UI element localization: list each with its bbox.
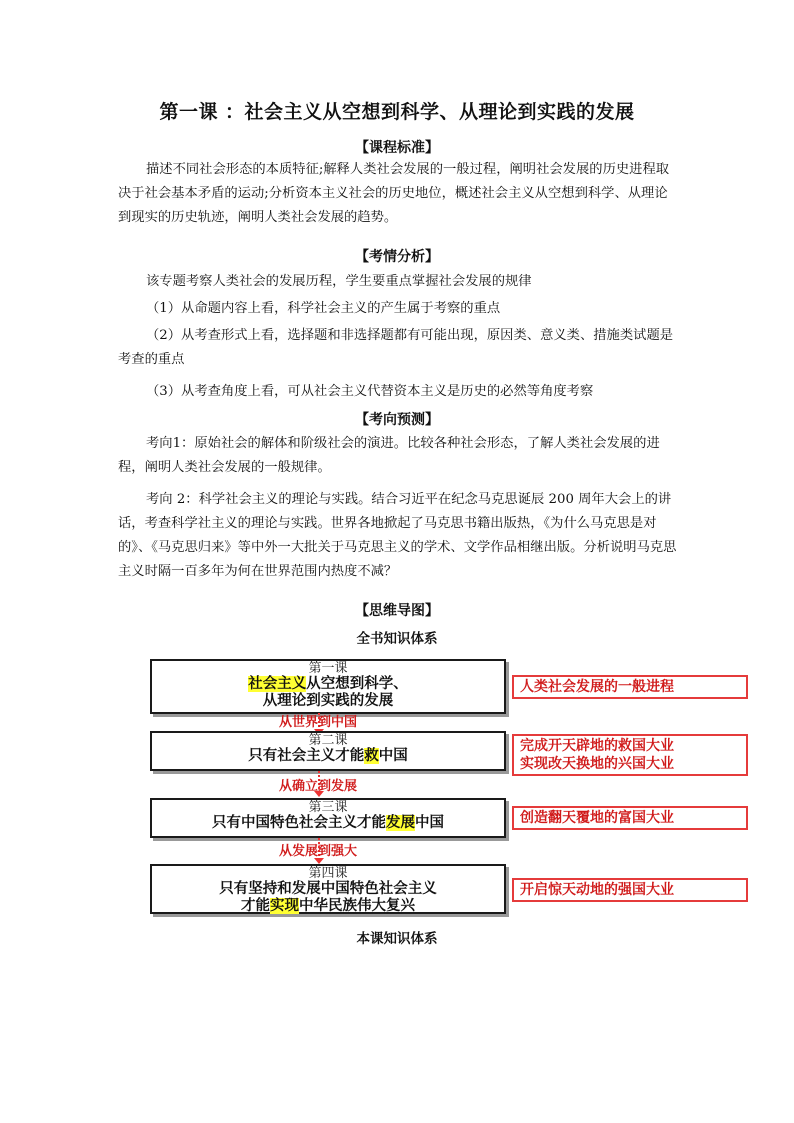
prediction-paragraph-2: 考向 2：科学社会主义的理论与实践。结合习近平在纪念马克思诞辰 200 周年大会上的讲话，考查科学社主义的理论与实践。世界各地掀起了马克思书籍出版热，《为什么马克思是对的》、《马克思归来》等中外一大批关于马克思主义的学术、文学作品相继出版。分析说明马克思主义时隔一百多年为何在世界范围内热度不减？ — [118, 492, 677, 579]
highlight-text: 实现 — [270, 898, 299, 914]
highlight-text: 社会主义 — [248, 676, 307, 692]
analysis-item-3: （3）从考查角度上看，可从社会主义代替资本主义是历史的必然等角度考察 — [146, 384, 594, 399]
page-title: 第一课 ：社会主义从空想到科学、从理论到实践的发展 — [159, 101, 635, 123]
lesson-label: 第一课 — [308, 661, 348, 676]
right-box-2: 完成开天辟地的救国大业 实现改天换地的兴国大业 — [512, 734, 748, 776]
diagram-caption-top: 全书知识体系 — [356, 631, 438, 647]
section-heading-analysis: 【考情分析】 — [355, 249, 439, 265]
lesson-label: 第二课 — [308, 733, 348, 748]
standard-paragraph: 描述不同社会形态的本质特征;解释人类社会发展的一般过程，阐明社会发展的历史进程取决于社会基本矛盾的运动;分析资本主义社会的历史地位，概述社会主义从空想到科学、从理论到现实的历史轨迹，阐明人类社会发展的趋势。 — [118, 162, 670, 225]
connector-label-3: 从发展到强大 — [278, 844, 357, 859]
section-heading-prediction: 【考向预测】 — [355, 412, 439, 428]
lesson-box-4: 第四课 只有坚持和发展中国特色社会主义 才能实现中华民族伟大复兴 — [150, 864, 506, 914]
lesson-box-2: 第二课 只有社会主义才能救中国 — [150, 731, 506, 771]
lesson-label: 第四课 — [308, 866, 348, 881]
lesson-box-1: 第一课 社会主义从空想到科学、 从理论到实践的发展 — [150, 659, 506, 714]
highlight-text: 发展 — [386, 815, 415, 831]
section-heading-mindmap: 【思维导图】 — [355, 603, 439, 619]
analysis-intro: 该专题考察人类社会的发展历程，学生要重点掌握社会发展的规律 — [146, 274, 532, 289]
analysis-item-1: （1）从命题内容上看，科学社会主义的产生属于考察的重点 — [146, 301, 501, 316]
analysis-item-2: （2）从考查形式上看，选择题和非选择题都有可能出现，原因类、意义类、措施类试题是考查的重点 — [118, 328, 674, 367]
lesson-box-3: 第三课 只有中国特色社会主义才能发展中国 — [150, 798, 506, 838]
section-heading-standard: 【课程标准】 — [355, 140, 439, 156]
right-box-3: 创造翻天覆地的富国大业 — [512, 806, 748, 830]
connector-label-2: 从确立到发展 — [278, 779, 357, 794]
right-box-4: 开启惊天动地的强国大业 — [512, 878, 748, 902]
prediction-paragraph-1: 考向1：原始社会的解体和阶级社会的演进。比较各种社会形态，了解人类社会发展的进程，阐明人类社会发展的一般规律。 — [118, 436, 660, 475]
highlight-text: 救 — [364, 748, 379, 764]
lesson-label: 第三课 — [308, 800, 348, 815]
connector-label-1: 从世界到中国 — [278, 715, 357, 730]
right-box-1: 人类社会发展的一般进程 — [512, 675, 748, 699]
diagram-caption-bottom: 本课知识体系 — [356, 931, 438, 947]
